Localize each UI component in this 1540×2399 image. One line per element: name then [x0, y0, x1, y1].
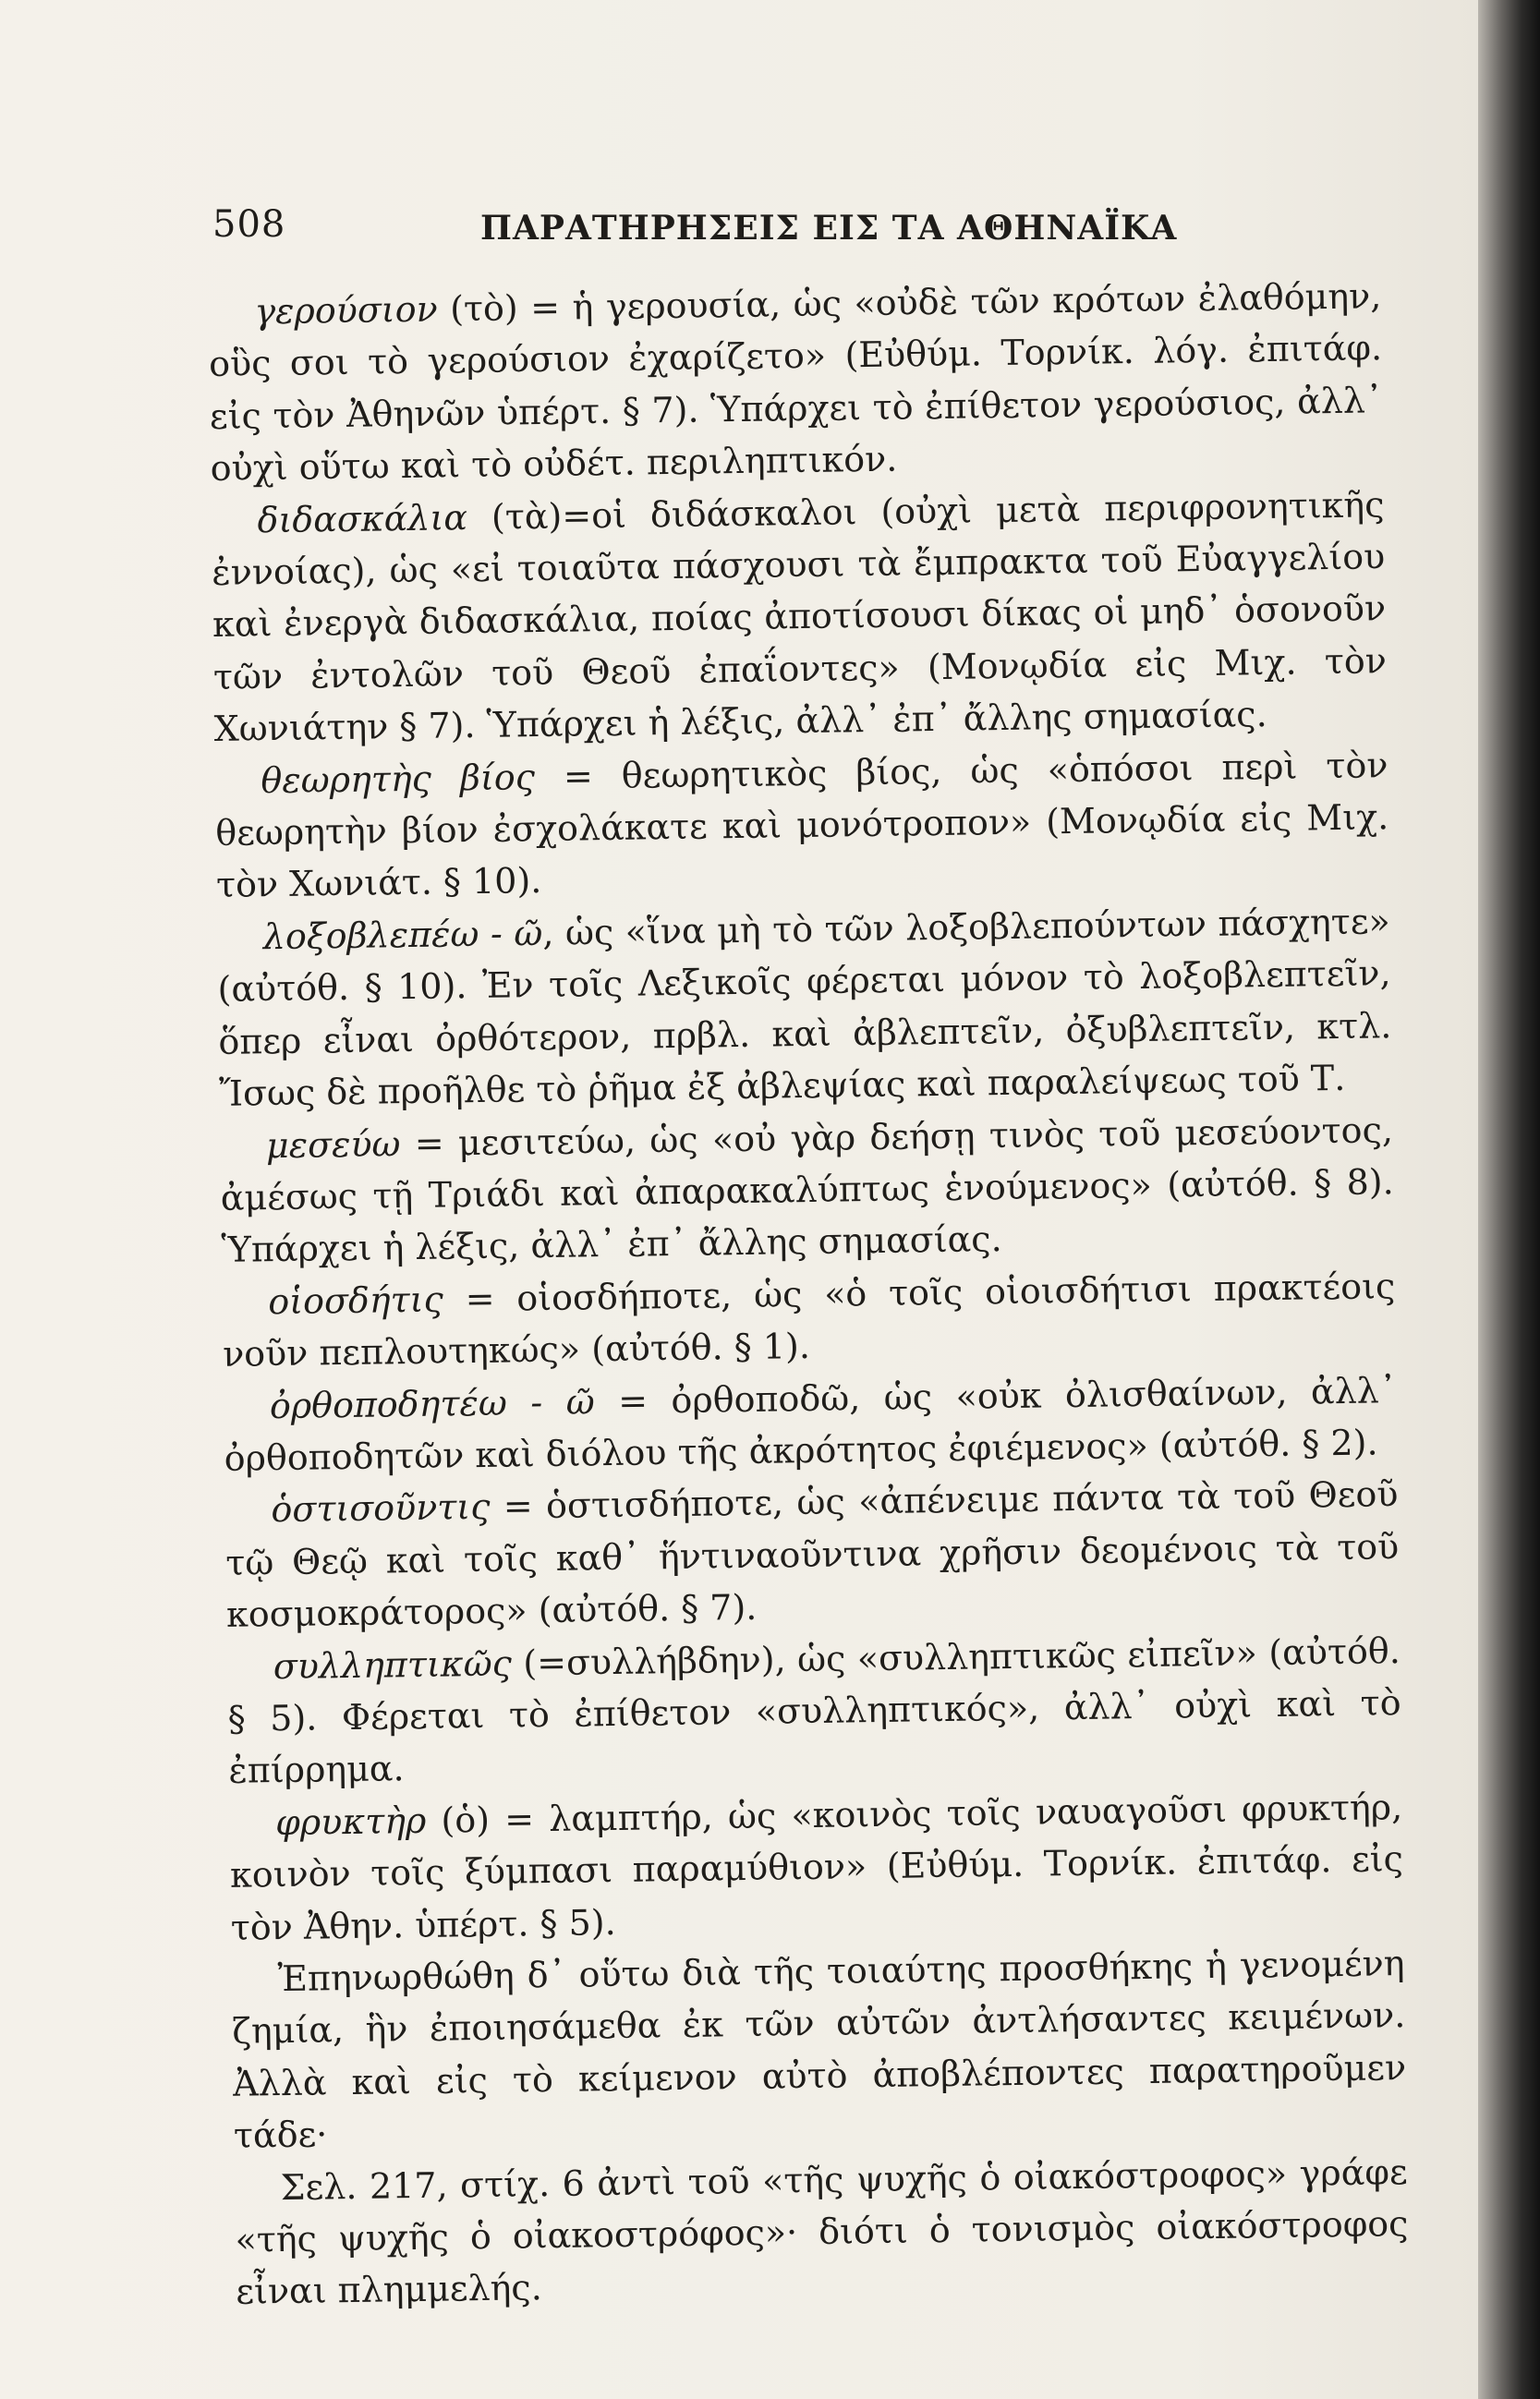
entry-text: (ὁ) = λαμπτήρ, ὡς «κοινὸς τοῖς ναυαγοῦσι φρυκτήρ, κοινὸν τοῖς ξύμπασι παραμύθιον» (Εὐθύμ. Τορνίκ. ἐπιτάφ. εἰς τὸν Ἀθην. ὑπέρτ. § 5).: [229, 1786, 1404, 1948]
entry-text: (τὸ) = ἡ γερουσία, ὡς «οὐδὲ τῶν κρότων ἐλαθόμην, οὓς σοι τὸ γερούσιον ἐχαρίζετο» (Εὐθύμ. Τορνίκ. λόγ. ἐπιτάφ. εἰς τὸν Ἀθηνῶν ὑπέρτ. § 7). Ὑπάρχει τὸ ἐπίθετον γερούσιος, ἀλλ᾽ οὐχὶ οὕτω καὶ τὸ οὐδέτ. περιληπτικόν.: [208, 275, 1384, 490]
book-spine-shadow: [1478, 0, 1540, 2399]
page-header: [212, 203, 1367, 259]
entry-term: λοξοβλεπέω - ῶ: [262, 912, 543, 958]
lexicon-entry: [224, 1364, 1398, 1485]
entry-text: (=συλλήβδην), ὡς «συλληπτικῶς εἰπεῖν» (αὐτόθ. § 5). Φέρεται τὸ ἐπίθετον «συλληπτικός», ἀλλ᾽ οὐχὶ καὶ τὸ ἐπίρρημα.: [227, 1630, 1401, 1792]
entry-term: φρυκτὴρ: [274, 1799, 427, 1843]
entry-text: = ὁστισδήποτε, ὡς «ἀπένειμε πάντα τὰ τοῦ Θεοῦ τῷ Θεῷ καὶ τοῖς καθ᾽ ἥντιναοῦντινα χρῆσιν δεομένοις τὰ τοῦ κοσμοκράτορος» (αὐτόθ. § 7).: [224, 1473, 1400, 1636]
entry-text: (τὰ)=οἱ διδάσκαλοι (οὐχὶ μετὰ περιφρονητικῆς ἐννοίας), ὡς «εἰ τοιαῦτα πάσχουσι τὰ ἔμπρακτα τοῦ Εὐαγγελίου καὶ ἐνεργὰ διδασκάλια, ποίας ἀποτίσουσι δίκας οἱ μηδ᾽ ὁσονοῦν τῶν ἐντολῶν τοῦ Θεοῦ ἐπαΐοντες» (Μονῳδία εἰς Μιχ. τὸν Χωνιάτην § 7). Ὑπάρχει ἡ λέξις, ἀλλ᾽ ἐπ᾽ ἄλλης σημασίας.: [212, 483, 1388, 750]
closing-paragraph: Σελ. 217, στίχ. 6 ἀντὶ τοῦ «τῆς ψυχῆς ὁ οἰακόστροφος» γράφε «τῆς ψυχῆς ὁ οἰακοστρόφος»· διότι ὁ τονισμὸς οἰακόστροφος εἶναι πλημμελής.: [235, 2151, 1409, 2313]
entry-term: συλληπτικῶς: [273, 1642, 513, 1687]
entry-text: = μεσιτεύω, ὡς «οὐ γὰρ δεήσῃ τινὸς τοῦ μεσεύοντος, ἀμέσως τῇ Τριάδι καὶ ἀπαρακαλύπτως ἑνούμενος» (αὐτόθ. § 8). Ὑπάρχει ἡ λέξις, ἀλλ᾽ ἐπ᾽ ἄλλης σημασίας.: [220, 1109, 1394, 1271]
page-number: 508: [212, 203, 286, 246]
entry-term: γερούσιον: [254, 288, 438, 333]
closing-paragraph: Ἐπηνωρθώθη δ᾽ οὕτω διὰ τῆς τοιαύτης προσθήκης ἡ γενομένη ζημία, ἣν ἐποιησάμεθα ἐκ τῶν αὐτῶν ἀντλήσαντες κειμένων. Ἀλλὰ καὶ εἰς τὸ κείμενον αὐτὸ ἀποβλέποντες παρατηροῦμεν τάδε·: [232, 1943, 1407, 2157]
entry-term: ὀρθοποδητέω - ῶ: [269, 1380, 595, 1426]
lexicon-entry: [226, 1625, 1401, 1798]
lexicon-entry: [208, 270, 1384, 494]
entry-term: μεσεύω: [265, 1122, 401, 1166]
entry-text: , ὡς «ἵνα μὴ τὸ τῶν λοξοβλεπούντων πάσχητε» (αὐτόθ. § 10). Ἐν τοῖς Λεξικοῖς φέρεται μόνον τὸ λοξοβλεπτεῖν, ὅπερ εἶναι ὀρθότερον, πρβλ. καὶ ἀβλεπτεῖν, ὀξυβλεπτεῖν, κτλ. Ἴσως δὲ προῆλθε τὸ ῥῆμα ἐξ ἀβλεψίας καὶ παραλείψεως τοῦ Τ.: [217, 901, 1392, 1115]
lexicon-entry: [211, 479, 1388, 756]
lexicon-entry: [224, 1468, 1400, 1641]
lexicon-entry: [229, 1781, 1404, 1954]
entry-term: ὁστισοῦντις: [271, 1486, 491, 1531]
lexicon-entry: [216, 895, 1392, 1120]
running-title: ΠΑΡΑΤΗΡΗΣΕΙΣ ΕΙΣ ΤΑ ΑΘΗΝΑΪΚΑ: [480, 209, 1178, 248]
entry-text: = οἱοσδήποτε, ὡς «ὁ τοῖς οἱοισδήτισι πρακτέοις νοῦν πεπλουτηκώς» (αὐτόθ. § 1).: [222, 1265, 1396, 1375]
page-body: [208, 270, 1410, 2318]
entry-term: διδασκάλια: [257, 496, 468, 540]
entry-text: = ὀρθοποδῶ, ὡς «οὐκ ὀλισθαίνων, ἀλλ᾽ ὀρθοποδητῶν καὶ διόλου τῆς ἀκρότητος ἐφιέμενος» (αὐτόθ. § 2).: [224, 1369, 1398, 1479]
lexicon-entry: [220, 1104, 1395, 1277]
lexicon-entry: [214, 739, 1389, 912]
entry-term: οἱοσδήτις: [268, 1278, 444, 1322]
lexicon-entry: [222, 1260, 1396, 1381]
entry-term: θεωρητὴς βίος: [261, 756, 536, 801]
entry-text: = θεωρητικὸς βίος, ὡς «ὁπόσοι περὶ τὸν θεωρητὴν βίον ἐσχολάκατε καὶ μονότροπον» (Μονῳδία εἰς Μιχ. τὸν Χωνιάτ. § 10).: [214, 744, 1389, 906]
